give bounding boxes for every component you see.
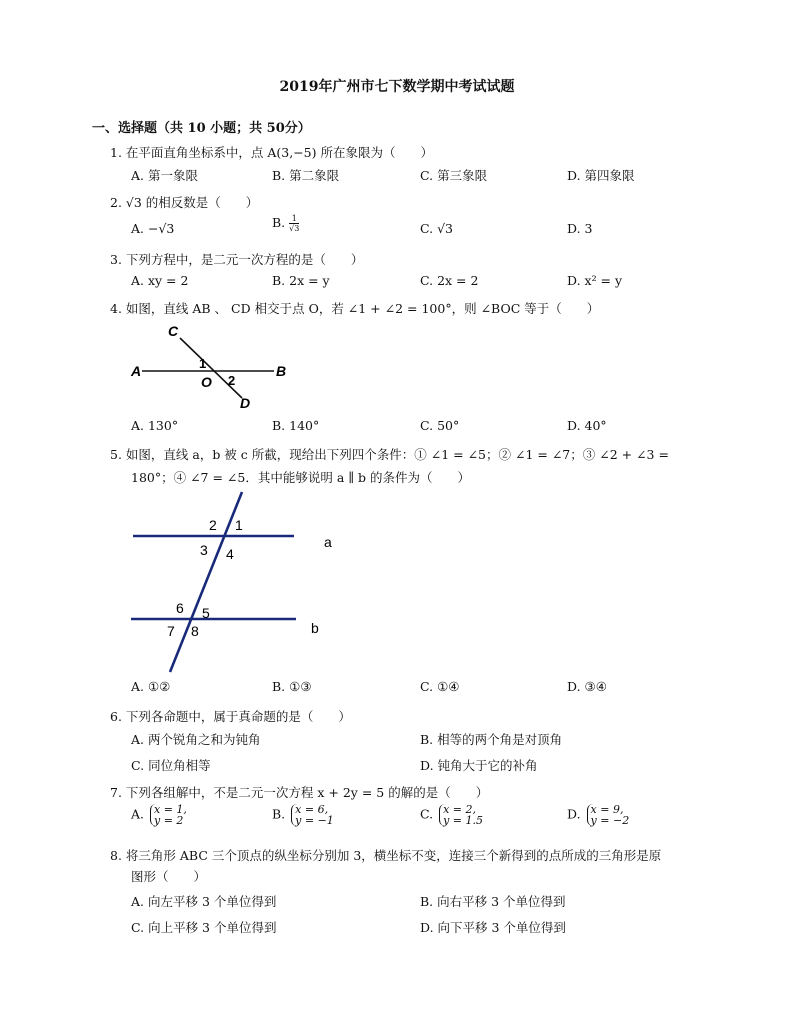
question-6-stem: 6. 下列各命题中，属于真命题的是（ ）	[110, 709, 351, 724]
system-line-1: x = 1,	[154, 803, 187, 816]
angle-7-label: 7	[167, 623, 175, 639]
system-line-1: x = 9,	[590, 803, 624, 816]
q6-option-d: D. 钝角大于它的补角	[420, 758, 538, 773]
q7-option-d	[567, 804, 629, 826]
q4-option-a: A. 130°	[131, 418, 179, 433]
q5-option-d: D. ③④	[567, 679, 607, 694]
q5-option-c: C. ①④	[420, 679, 460, 694]
q4-option-b: B. 140°	[272, 418, 320, 433]
label-d: D	[240, 395, 251, 411]
question-2-stem: 2. √3 的相反数是（ ）	[110, 195, 259, 210]
label-o: O	[201, 374, 212, 390]
equation-system	[291, 804, 334, 826]
section-heading: 一、选择题（共 10 小题；共 50分）	[92, 121, 311, 136]
question-8-stem-line2: 图形（ ）	[131, 869, 207, 884]
q7-option-c-label: C.	[420, 806, 434, 822]
angle-1-label: 1	[235, 517, 243, 533]
question-8-stem-line1: 8. 将三角形 ABC 三个顶点的纵坐标分别加 3，横坐标不变，连接三个新得到的点所成的三角形是原	[110, 848, 662, 863]
q6-option-c: C. 同位角相等	[131, 758, 211, 773]
q5-option-a: A. ①②	[131, 679, 171, 694]
q2-option-b-label: B.	[272, 215, 286, 230]
equation-system	[587, 804, 630, 826]
q7-option-b	[272, 804, 334, 826]
fraction	[289, 214, 299, 233]
angle-5-label: 5	[202, 605, 210, 621]
q8-option-b: B. 向右平移 3 个单位得到	[420, 894, 566, 909]
system-line-2: y = 1.5	[443, 814, 483, 827]
angle-2-label: 2	[228, 373, 236, 388]
fraction-numerator: 1	[289, 214, 299, 224]
q4-figure	[128, 320, 298, 412]
q4-option-c: C. 50°	[420, 418, 460, 433]
q2-option-b	[272, 214, 299, 233]
q7-option-b-label: B.	[272, 806, 286, 822]
angle-2-label: 2	[209, 517, 217, 533]
q3-option-a: A. xy = 2	[131, 273, 189, 288]
q8-option-c: C. 向上平移 3 个单位得到	[131, 920, 277, 935]
q1-option-d: D. 第四象限	[567, 168, 635, 183]
q7-option-c	[420, 804, 483, 826]
q3-option-d: D. x² = y	[567, 273, 623, 288]
angle-4-label: 4	[226, 546, 234, 562]
q7-option-d-label: D.	[567, 806, 581, 822]
q8-option-a: A. 向左平移 3 个单位得到	[131, 894, 277, 909]
page-title: 2019年广州市七下数学期中考试试题	[279, 79, 515, 95]
q2-option-d: D. 3	[567, 221, 593, 236]
q8-option-d: D. 向下平移 3 个单位得到	[420, 920, 566, 935]
label-a: a	[324, 534, 332, 550]
q7-option-a	[131, 804, 187, 826]
question-5-stem-line2: 180°；④ ∠7 = ∠5．其中能够说明 a ∥ b 的条件为（ ）	[131, 470, 470, 485]
q2-option-c: C. √3	[420, 221, 453, 236]
q6-option-a: A. 两个锐角之和为钝角	[131, 732, 261, 747]
transversal-c	[170, 492, 242, 672]
q3-option-c: C. 2x = 2	[420, 273, 479, 288]
q1-option-c: C. 第三象限	[420, 168, 488, 183]
system-line-2: y = −2	[590, 814, 630, 827]
equation-system	[439, 804, 483, 826]
angle-8-label: 8	[191, 623, 199, 639]
q5-option-b: B. ①③	[272, 679, 312, 694]
equation-system	[150, 804, 187, 826]
question-7-stem: 7. 下列各组解中，不是二元一次方程 x + 2y = 5 的解的是（ ）	[110, 785, 489, 800]
label-a: A	[131, 363, 142, 379]
q2-option-a: A. −√3	[131, 221, 175, 236]
q1-option-b: B. 第二象限	[272, 168, 340, 183]
q3-option-b: B. 2x = y	[272, 273, 330, 288]
system-line-2: y = 2	[154, 814, 184, 827]
system-line-1: x = 2,	[443, 803, 476, 816]
angle-3-label: 3	[200, 542, 208, 558]
fraction-denominator: √3	[289, 224, 300, 233]
angle-1-label: 1	[199, 356, 207, 371]
label-c: C	[168, 323, 179, 339]
angle-6-label: 6	[176, 600, 184, 616]
label-b: b	[311, 620, 319, 636]
question-1-stem: 1. 在平面直角坐标系中，点 A(3,−5) 所在象限为（ ）	[110, 145, 433, 160]
question-4-stem: 4. 如图，直线 AB 、 CD 相交于点 O，若 ∠1 + ∠2 = 100°，则 ∠BOC 等于（ ）	[110, 301, 600, 316]
question-5-stem-line1: 5. 如图，直线 a，b 被 c 所截，现给出下列四个条件：① ∠1 = ∠5；② ∠1 = ∠7；③ ∠2 + ∠3 =	[110, 447, 669, 462]
q4-option-d: D. 40°	[567, 418, 607, 433]
question-3-stem: 3. 下列方程中，是二元一次方程的是（ ）	[110, 252, 364, 267]
q6-option-b: B. 相等的两个角是对顶角	[420, 732, 563, 747]
q7-option-a-label: A.	[131, 806, 145, 822]
q5-figure	[128, 490, 348, 675]
q1-option-a: A. 第一象限	[131, 168, 198, 183]
system-line-1: x = 6,	[295, 803, 329, 816]
label-b: B	[276, 363, 287, 379]
system-line-2: y = −1	[295, 814, 334, 827]
